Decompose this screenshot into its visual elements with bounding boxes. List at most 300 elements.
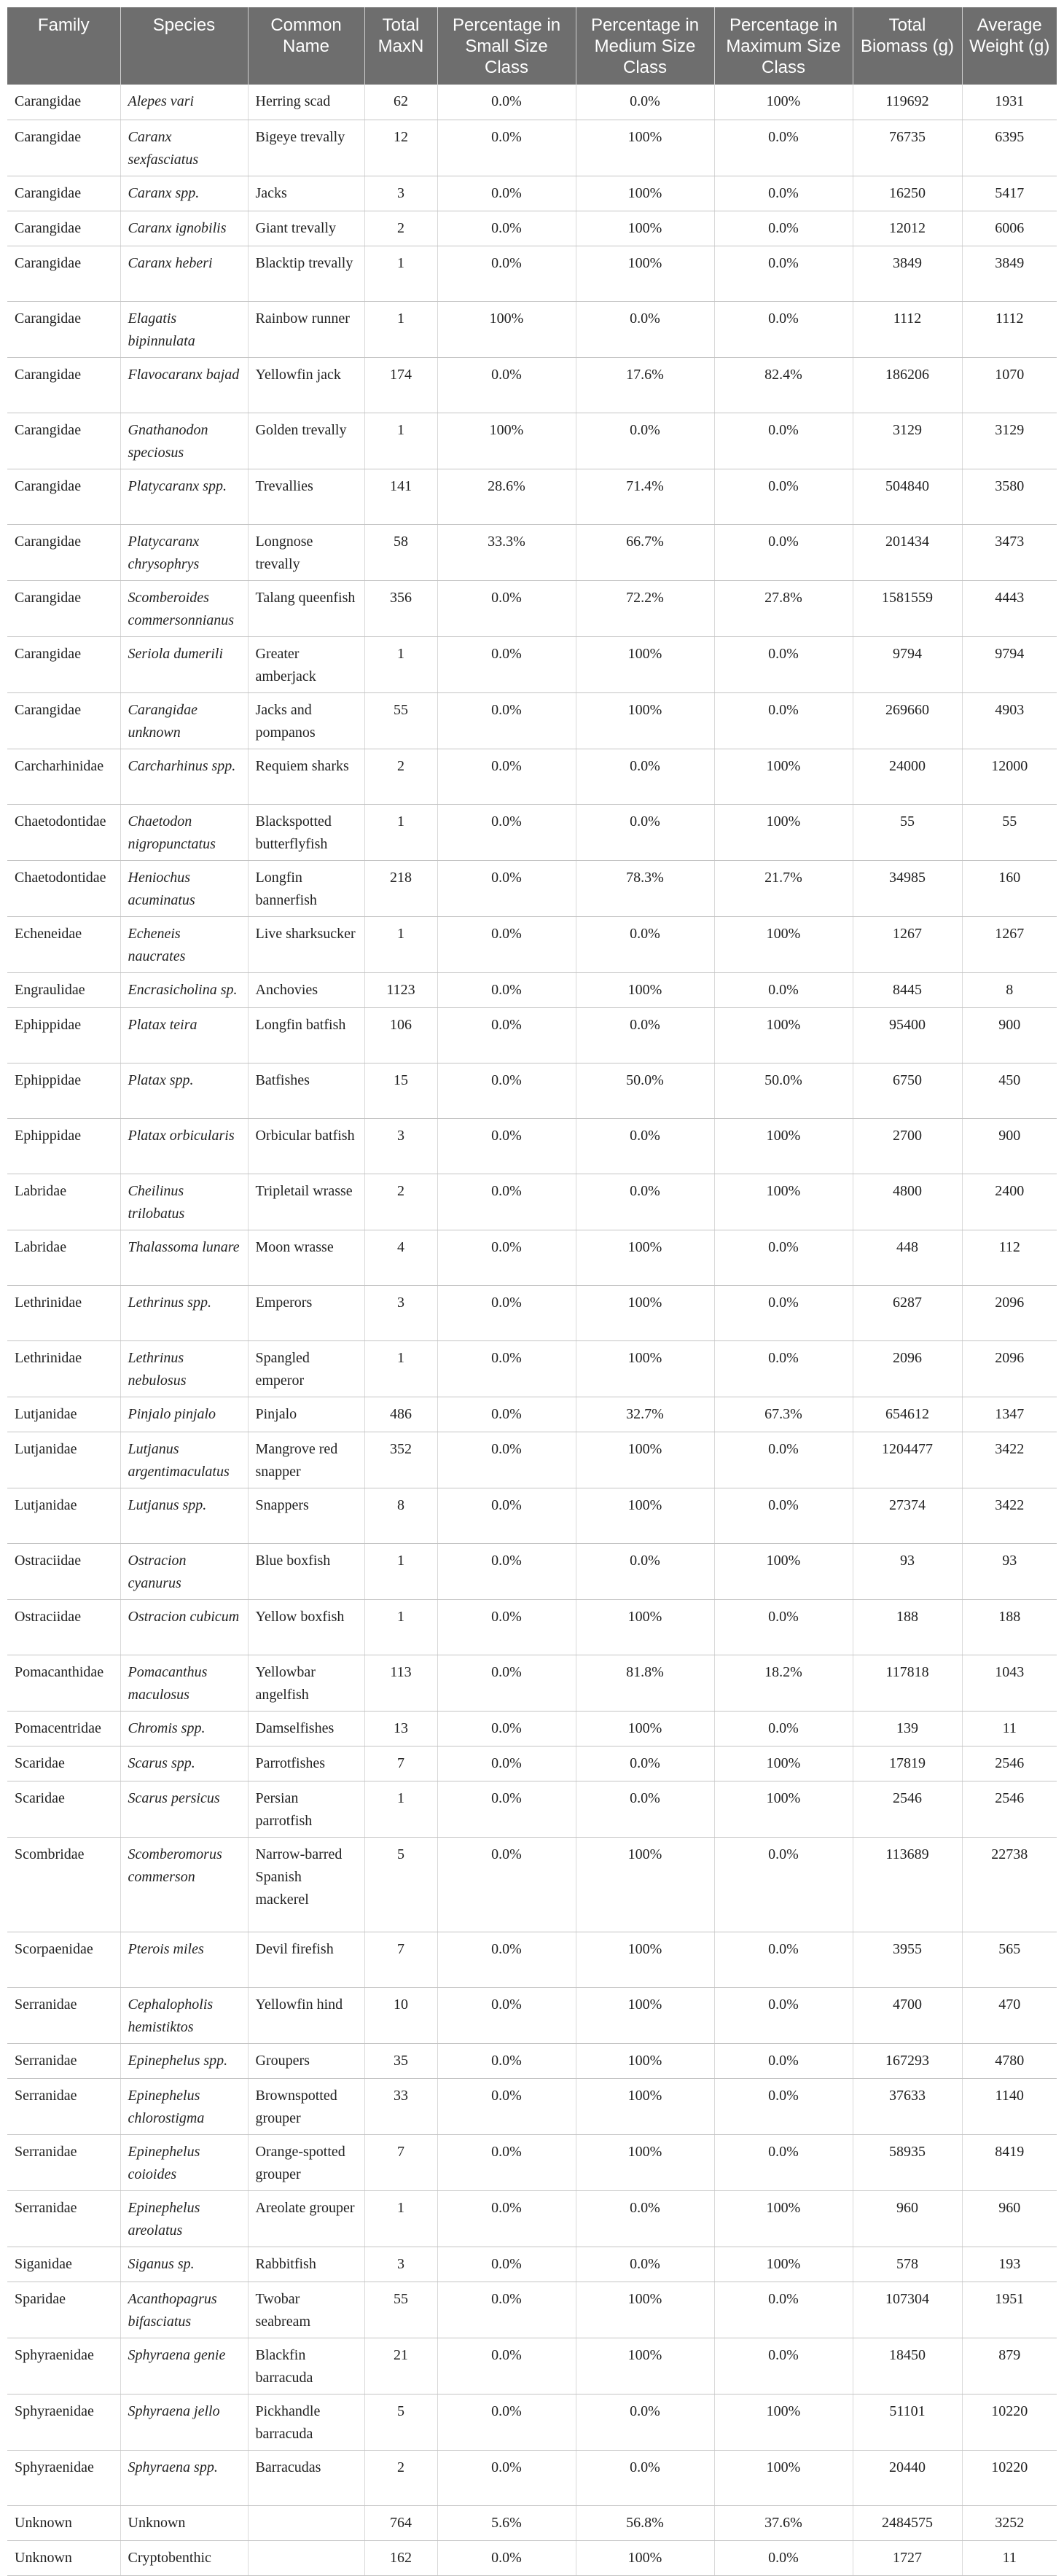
biomass-cell: 76735 xyxy=(853,120,962,176)
table-body xyxy=(7,85,1057,2575)
maxn-cell: 486 xyxy=(364,1397,437,1432)
table-row xyxy=(7,804,1057,860)
family-cell: Unknown xyxy=(7,2505,120,2540)
table-row xyxy=(7,1746,1057,1781)
biomass-cell: 3129 xyxy=(853,413,962,469)
family-cell: Serranidae xyxy=(7,2078,120,2134)
medium-pct-cell: 100% xyxy=(576,2078,714,2134)
max-pct-cell: 100% xyxy=(714,804,853,860)
table-row xyxy=(7,301,1057,357)
table-row xyxy=(7,1837,1057,1932)
avg-weight-cell: 55 xyxy=(962,804,1057,860)
biomass-cell: 3955 xyxy=(853,1932,962,1987)
common-name-cell: Greater amberjack xyxy=(248,636,364,692)
column-header: Total MaxN xyxy=(364,7,437,85)
max-pct-cell: 100% xyxy=(714,1543,853,1599)
biomass-cell: 107304 xyxy=(853,2282,962,2338)
table-row xyxy=(7,2190,1057,2247)
small-pct-cell: 0.0% xyxy=(437,916,576,972)
biomass-cell: 1727 xyxy=(853,2540,962,2575)
biomass-cell: 58935 xyxy=(853,2134,962,2190)
common-name-cell: Blue boxfish xyxy=(248,1543,364,1599)
maxn-cell: 1 xyxy=(364,2190,437,2247)
maxn-cell: 15 xyxy=(364,1063,437,1118)
max-pct-cell: 100% xyxy=(714,2394,853,2450)
species-cell: Lethrinus spp. xyxy=(120,1285,248,1340)
family-cell: Serranidae xyxy=(7,1987,120,2043)
biomass-cell: 2096 xyxy=(853,1340,962,1397)
biomass-cell: 2700 xyxy=(853,1118,962,1174)
small-pct-cell: 0.0% xyxy=(437,1711,576,1746)
table-row xyxy=(7,211,1057,246)
max-pct-cell: 0.0% xyxy=(714,1932,853,1987)
maxn-cell: 2 xyxy=(364,1174,437,1230)
biomass-cell: 119692 xyxy=(853,85,962,120)
common-name-cell: Snappers xyxy=(248,1488,364,1543)
medium-pct-cell: 0.0% xyxy=(576,301,714,357)
medium-pct-cell: 100% xyxy=(576,636,714,692)
species-cell: Epinephelus coioides xyxy=(120,2134,248,2190)
family-cell: Engraulidae xyxy=(7,972,120,1007)
small-pct-cell: 5.6% xyxy=(437,2505,576,2540)
avg-weight-cell: 900 xyxy=(962,1007,1057,1063)
small-pct-cell: 0.0% xyxy=(437,2282,576,2338)
common-name-cell xyxy=(248,2505,364,2540)
small-pct-cell: 0.0% xyxy=(437,1174,576,1230)
table-row xyxy=(7,860,1057,916)
species-cell: Epinephelus areolatus xyxy=(120,2190,248,2247)
header-row xyxy=(7,7,1057,85)
medium-pct-cell: 17.6% xyxy=(576,357,714,413)
medium-pct-cell: 50.0% xyxy=(576,1063,714,1118)
biomass-cell: 6287 xyxy=(853,1285,962,1340)
table-row xyxy=(7,2134,1057,2190)
species-cell: Scarus persicus xyxy=(120,1781,248,1837)
species-cell: Siganus sp. xyxy=(120,2247,248,2282)
species-cell: Platax teira xyxy=(120,1007,248,1063)
max-pct-cell: 0.0% xyxy=(714,413,853,469)
maxn-cell: 3 xyxy=(364,176,437,211)
table-row xyxy=(7,916,1057,972)
species-cell: Elagatis bipinnulata xyxy=(120,301,248,357)
avg-weight-cell: 193 xyxy=(962,2247,1057,2282)
common-name-cell: Damselfishes xyxy=(248,1711,364,1746)
maxn-cell: 7 xyxy=(364,1746,437,1781)
small-pct-cell: 28.6% xyxy=(437,469,576,524)
maxn-cell: 113 xyxy=(364,1655,437,1711)
family-cell: Chaetodontidae xyxy=(7,860,120,916)
maxn-cell: 174 xyxy=(364,357,437,413)
avg-weight-cell: 1951 xyxy=(962,2282,1057,2338)
biomass-cell: 2546 xyxy=(853,1781,962,1837)
family-cell: Carangidae xyxy=(7,636,120,692)
avg-weight-cell: 4443 xyxy=(962,580,1057,636)
biomass-cell: 1581559 xyxy=(853,580,962,636)
family-cell: Ephippidae xyxy=(7,1118,120,1174)
maxn-cell: 356 xyxy=(364,580,437,636)
medium-pct-cell: 0.0% xyxy=(576,1543,714,1599)
common-name-cell: Longfin bannerfish xyxy=(248,860,364,916)
maxn-cell: 12 xyxy=(364,120,437,176)
small-pct-cell: 0.0% xyxy=(437,1655,576,1711)
column-header: Percentage in Medium Size Class xyxy=(576,7,714,85)
table-row xyxy=(7,2078,1057,2134)
biomass-cell: 9794 xyxy=(853,636,962,692)
family-cell: Sphyraenidae xyxy=(7,2394,120,2450)
species-cell: Heniochus acuminatus xyxy=(120,860,248,916)
small-pct-cell: 0.0% xyxy=(437,972,576,1007)
small-pct-cell: 0.0% xyxy=(437,1230,576,1285)
max-pct-cell: 21.7% xyxy=(714,860,853,916)
avg-weight-cell: 3422 xyxy=(962,1488,1057,1543)
avg-weight-cell: 10220 xyxy=(962,2394,1057,2450)
maxn-cell: 3 xyxy=(364,2247,437,2282)
avg-weight-cell: 1070 xyxy=(962,357,1057,413)
biomass-cell: 37633 xyxy=(853,2078,962,2134)
family-cell: Lutjanidae xyxy=(7,1397,120,1432)
family-cell: Carangidae xyxy=(7,524,120,580)
column-header: Species xyxy=(120,7,248,85)
table-row xyxy=(7,413,1057,469)
avg-weight-cell: 6395 xyxy=(962,120,1057,176)
small-pct-cell: 0.0% xyxy=(437,1118,576,1174)
biomass-cell: 4800 xyxy=(853,1174,962,1230)
common-name-cell: Longnose trevally xyxy=(248,524,364,580)
species-cell: Ostracion cyanurus xyxy=(120,1543,248,1599)
species-cell: Chaetodon nigropunctatus xyxy=(120,804,248,860)
family-cell: Sparidae xyxy=(7,2282,120,2338)
biomass-cell: 6750 xyxy=(853,1063,962,1118)
species-cell: Cryptobenthic xyxy=(120,2540,248,2575)
medium-pct-cell: 100% xyxy=(576,692,714,749)
species-cell: Sphyraena spp. xyxy=(120,2450,248,2505)
avg-weight-cell: 2096 xyxy=(962,1285,1057,1340)
max-pct-cell: 100% xyxy=(714,1746,853,1781)
family-cell: Serranidae xyxy=(7,2043,120,2078)
common-name-cell: Herring scad xyxy=(248,85,364,120)
small-pct-cell: 0.0% xyxy=(437,804,576,860)
species-cell: Acanthopagrus bifasciatus xyxy=(120,2282,248,2338)
species-cell: Encrasicholina sp. xyxy=(120,972,248,1007)
species-cell: Flavocaranx bajad xyxy=(120,357,248,413)
species-cell: Lutjanus argentimaculatus xyxy=(120,1432,248,1488)
species-cell: Platax spp. xyxy=(120,1063,248,1118)
family-cell: Carangidae xyxy=(7,246,120,301)
max-pct-cell: 0.0% xyxy=(714,2043,853,2078)
common-name-cell: Mangrove red snapper xyxy=(248,1432,364,1488)
table-row xyxy=(7,524,1057,580)
species-cell: Gnathanodon speciosus xyxy=(120,413,248,469)
family-cell: Siganidae xyxy=(7,2247,120,2282)
max-pct-cell: 100% xyxy=(714,85,853,120)
common-name-cell: Bigeye trevally xyxy=(248,120,364,176)
family-cell: Lethrinidae xyxy=(7,1285,120,1340)
column-header: Family xyxy=(7,7,120,85)
species-cell: Cheilinus trilobatus xyxy=(120,1174,248,1230)
avg-weight-cell: 3473 xyxy=(962,524,1057,580)
family-cell: Ostraciidae xyxy=(7,1543,120,1599)
biomass-cell: 186206 xyxy=(853,357,962,413)
maxn-cell: 1 xyxy=(364,916,437,972)
medium-pct-cell: 100% xyxy=(576,1837,714,1932)
maxn-cell: 7 xyxy=(364,2134,437,2190)
common-name-cell: Moon wrasse xyxy=(248,1230,364,1285)
family-cell: Carangidae xyxy=(7,120,120,176)
species-cell: Carcharhinus spp. xyxy=(120,749,248,804)
medium-pct-cell: 71.4% xyxy=(576,469,714,524)
avg-weight-cell: 8419 xyxy=(962,2134,1057,2190)
maxn-cell: 55 xyxy=(364,2282,437,2338)
table-header xyxy=(7,7,1057,85)
max-pct-cell: 0.0% xyxy=(714,524,853,580)
avg-weight-cell: 8 xyxy=(962,972,1057,1007)
maxn-cell: 3 xyxy=(364,1118,437,1174)
biomass-cell: 24000 xyxy=(853,749,962,804)
table-row xyxy=(7,246,1057,301)
avg-weight-cell: 450 xyxy=(962,1063,1057,1118)
table-row xyxy=(7,1543,1057,1599)
table-row xyxy=(7,1230,1057,1285)
family-cell: Lethrinidae xyxy=(7,1340,120,1397)
small-pct-cell: 0.0% xyxy=(437,1837,576,1932)
max-pct-cell: 50.0% xyxy=(714,1063,853,1118)
common-name-cell: Talang queenfish xyxy=(248,580,364,636)
table-row xyxy=(7,2338,1057,2394)
table-row xyxy=(7,1007,1057,1063)
family-cell: Carangidae xyxy=(7,85,120,120)
max-pct-cell: 18.2% xyxy=(714,1655,853,1711)
small-pct-cell: 0.0% xyxy=(437,1488,576,1543)
avg-weight-cell: 2546 xyxy=(962,1746,1057,1781)
max-pct-cell: 0.0% xyxy=(714,1340,853,1397)
table-row xyxy=(7,580,1057,636)
medium-pct-cell: 100% xyxy=(576,176,714,211)
family-cell: Labridae xyxy=(7,1230,120,1285)
family-cell: Sphyraenidae xyxy=(7,2338,120,2394)
max-pct-cell: 0.0% xyxy=(714,469,853,524)
common-name-cell: Giant trevally xyxy=(248,211,364,246)
biomass-cell: 269660 xyxy=(853,692,962,749)
column-header: Average Weight (g) xyxy=(962,7,1057,85)
medium-pct-cell: 100% xyxy=(576,1432,714,1488)
max-pct-cell: 0.0% xyxy=(714,120,853,176)
small-pct-cell: 0.0% xyxy=(437,2450,576,2505)
common-name-cell: Rabbitfish xyxy=(248,2247,364,2282)
medium-pct-cell: 100% xyxy=(576,1932,714,1987)
table-row xyxy=(7,1340,1057,1397)
common-name-cell: Areolate grouper xyxy=(248,2190,364,2247)
species-cell: Cephalopholis hemistiktos xyxy=(120,1987,248,2043)
family-cell: Carangidae xyxy=(7,692,120,749)
avg-weight-cell: 2096 xyxy=(962,1340,1057,1397)
medium-pct-cell: 0.0% xyxy=(576,413,714,469)
common-name-cell: Twobar seabream xyxy=(248,2282,364,2338)
small-pct-cell: 0.0% xyxy=(437,1397,576,1432)
maxn-cell: 1 xyxy=(364,1340,437,1397)
avg-weight-cell: 3252 xyxy=(962,2505,1057,2540)
table-row xyxy=(7,2247,1057,2282)
avg-weight-cell: 470 xyxy=(962,1987,1057,2043)
avg-weight-cell: 11 xyxy=(962,2540,1057,2575)
species-cell: Lutjanus spp. xyxy=(120,1488,248,1543)
small-pct-cell: 0.0% xyxy=(437,860,576,916)
small-pct-cell: 0.0% xyxy=(437,2338,576,2394)
common-name-cell: Barracudas xyxy=(248,2450,364,2505)
small-pct-cell: 0.0% xyxy=(437,2190,576,2247)
avg-weight-cell: 22738 xyxy=(962,1837,1057,1932)
species-cell: Pomacanthus maculosus xyxy=(120,1655,248,1711)
family-cell: Carangidae xyxy=(7,301,120,357)
family-cell: Sphyraenidae xyxy=(7,2450,120,2505)
avg-weight-cell: 12000 xyxy=(962,749,1057,804)
family-cell: Ostraciidae xyxy=(7,1599,120,1655)
medium-pct-cell: 100% xyxy=(576,2134,714,2190)
family-cell: Ephippidae xyxy=(7,1007,120,1063)
maxn-cell: 1 xyxy=(364,1599,437,1655)
species-cell: Caranx spp. xyxy=(120,176,248,211)
species-cell: Platycaranx chrysophrys xyxy=(120,524,248,580)
maxn-cell: 55 xyxy=(364,692,437,749)
small-pct-cell: 0.0% xyxy=(437,1063,576,1118)
avg-weight-cell: 112 xyxy=(962,1230,1057,1285)
medium-pct-cell: 0.0% xyxy=(576,804,714,860)
max-pct-cell: 0.0% xyxy=(714,2540,853,2575)
biomass-cell: 95400 xyxy=(853,1007,962,1063)
family-cell: Chaetodontidae xyxy=(7,804,120,860)
max-pct-cell: 0.0% xyxy=(714,636,853,692)
medium-pct-cell: 100% xyxy=(576,1987,714,2043)
medium-pct-cell: 100% xyxy=(576,2540,714,2575)
family-cell: Serranidae xyxy=(7,2190,120,2247)
max-pct-cell: 0.0% xyxy=(714,176,853,211)
species-cell: Scomberoides commersonnianus xyxy=(120,580,248,636)
common-name-cell: Persian parrotfish xyxy=(248,1781,364,1837)
common-name-cell: Orbicular batfish xyxy=(248,1118,364,1174)
family-cell: Pomacanthidae xyxy=(7,1655,120,1711)
table-row xyxy=(7,85,1057,120)
family-cell: Scaridae xyxy=(7,1746,120,1781)
max-pct-cell: 0.0% xyxy=(714,211,853,246)
common-name-cell: Longfin batfish xyxy=(248,1007,364,1063)
maxn-cell: 764 xyxy=(364,2505,437,2540)
max-pct-cell: 67.3% xyxy=(714,1397,853,1432)
species-cell: Chromis spp. xyxy=(120,1711,248,1746)
small-pct-cell: 0.0% xyxy=(437,246,576,301)
table-row xyxy=(7,2450,1057,2505)
medium-pct-cell: 0.0% xyxy=(576,1118,714,1174)
species-cell: Seriola dumerili xyxy=(120,636,248,692)
maxn-cell: 3 xyxy=(364,1285,437,1340)
maxn-cell: 1 xyxy=(364,636,437,692)
medium-pct-cell: 0.0% xyxy=(576,749,714,804)
common-name-cell: Batfishes xyxy=(248,1063,364,1118)
avg-weight-cell: 3849 xyxy=(962,246,1057,301)
avg-weight-cell: 1112 xyxy=(962,301,1057,357)
table-row xyxy=(7,2394,1057,2450)
small-pct-cell: 0.0% xyxy=(437,2247,576,2282)
small-pct-cell: 0.0% xyxy=(437,2134,576,2190)
avg-weight-cell: 3422 xyxy=(962,1432,1057,1488)
maxn-cell: 5 xyxy=(364,1837,437,1932)
family-cell: Scombridae xyxy=(7,1837,120,1932)
max-pct-cell: 100% xyxy=(714,2450,853,2505)
small-pct-cell: 0.0% xyxy=(437,1932,576,1987)
small-pct-cell: 0.0% xyxy=(437,1746,576,1781)
medium-pct-cell: 100% xyxy=(576,1599,714,1655)
medium-pct-cell: 100% xyxy=(576,1285,714,1340)
table-row xyxy=(7,1397,1057,1432)
maxn-cell: 141 xyxy=(364,469,437,524)
common-name-cell: Yellowfin hind xyxy=(248,1987,364,2043)
table-row xyxy=(7,357,1057,413)
medium-pct-cell: 100% xyxy=(576,211,714,246)
avg-weight-cell: 2546 xyxy=(962,1781,1057,1837)
max-pct-cell: 0.0% xyxy=(714,1987,853,2043)
medium-pct-cell: 0.0% xyxy=(576,1781,714,1837)
common-name-cell: Devil firefish xyxy=(248,1932,364,1987)
biomass-cell: 504840 xyxy=(853,469,962,524)
family-cell: Lutjanidae xyxy=(7,1488,120,1543)
common-name-cell: Blackspotted butterflyfish xyxy=(248,804,364,860)
small-pct-cell: 0.0% xyxy=(437,1007,576,1063)
max-pct-cell: 0.0% xyxy=(714,2134,853,2190)
maxn-cell: 218 xyxy=(364,860,437,916)
medium-pct-cell: 0.0% xyxy=(576,1746,714,1781)
family-cell: Lutjanidae xyxy=(7,1432,120,1488)
common-name-cell: Pinjalo xyxy=(248,1397,364,1432)
max-pct-cell: 0.0% xyxy=(714,1599,853,1655)
maxn-cell: 13 xyxy=(364,1711,437,1746)
family-cell: Labridae xyxy=(7,1174,120,1230)
biomass-cell: 201434 xyxy=(853,524,962,580)
avg-weight-cell: 879 xyxy=(962,2338,1057,2394)
small-pct-cell: 0.0% xyxy=(437,749,576,804)
common-name-cell: Yellowfin jack xyxy=(248,357,364,413)
small-pct-cell: 0.0% xyxy=(437,2043,576,2078)
small-pct-cell: 0.0% xyxy=(437,1781,576,1837)
biomass-cell: 1112 xyxy=(853,301,962,357)
family-cell: Carangidae xyxy=(7,469,120,524)
table-row xyxy=(7,1118,1057,1174)
small-pct-cell: 0.0% xyxy=(437,1543,576,1599)
medium-pct-cell: 0.0% xyxy=(576,2190,714,2247)
maxn-cell: 4 xyxy=(364,1230,437,1285)
small-pct-cell: 100% xyxy=(437,301,576,357)
species-cell: Epinephelus spp. xyxy=(120,2043,248,2078)
medium-pct-cell: 100% xyxy=(576,972,714,1007)
small-pct-cell: 0.0% xyxy=(437,211,576,246)
avg-weight-cell: 960 xyxy=(962,2190,1057,2247)
avg-weight-cell: 1267 xyxy=(962,916,1057,972)
table-row xyxy=(7,176,1057,211)
species-cell: Ostracion cubicum xyxy=(120,1599,248,1655)
small-pct-cell: 0.0% xyxy=(437,1599,576,1655)
species-cell: Caranx heberi xyxy=(120,246,248,301)
species-cell: Scarus spp. xyxy=(120,1746,248,1781)
biomass-cell: 3849 xyxy=(853,246,962,301)
table-row xyxy=(7,2282,1057,2338)
common-name-cell: Groupers xyxy=(248,2043,364,2078)
species-cell: Unknown xyxy=(120,2505,248,2540)
species-cell: Caranx ignobilis xyxy=(120,211,248,246)
small-pct-cell: 0.0% xyxy=(437,1285,576,1340)
table-row xyxy=(7,1488,1057,1543)
avg-weight-cell: 93 xyxy=(962,1543,1057,1599)
maxn-cell: 5 xyxy=(364,2394,437,2450)
biomass-cell: 27374 xyxy=(853,1488,962,1543)
max-pct-cell: 0.0% xyxy=(714,246,853,301)
medium-pct-cell: 100% xyxy=(576,1230,714,1285)
